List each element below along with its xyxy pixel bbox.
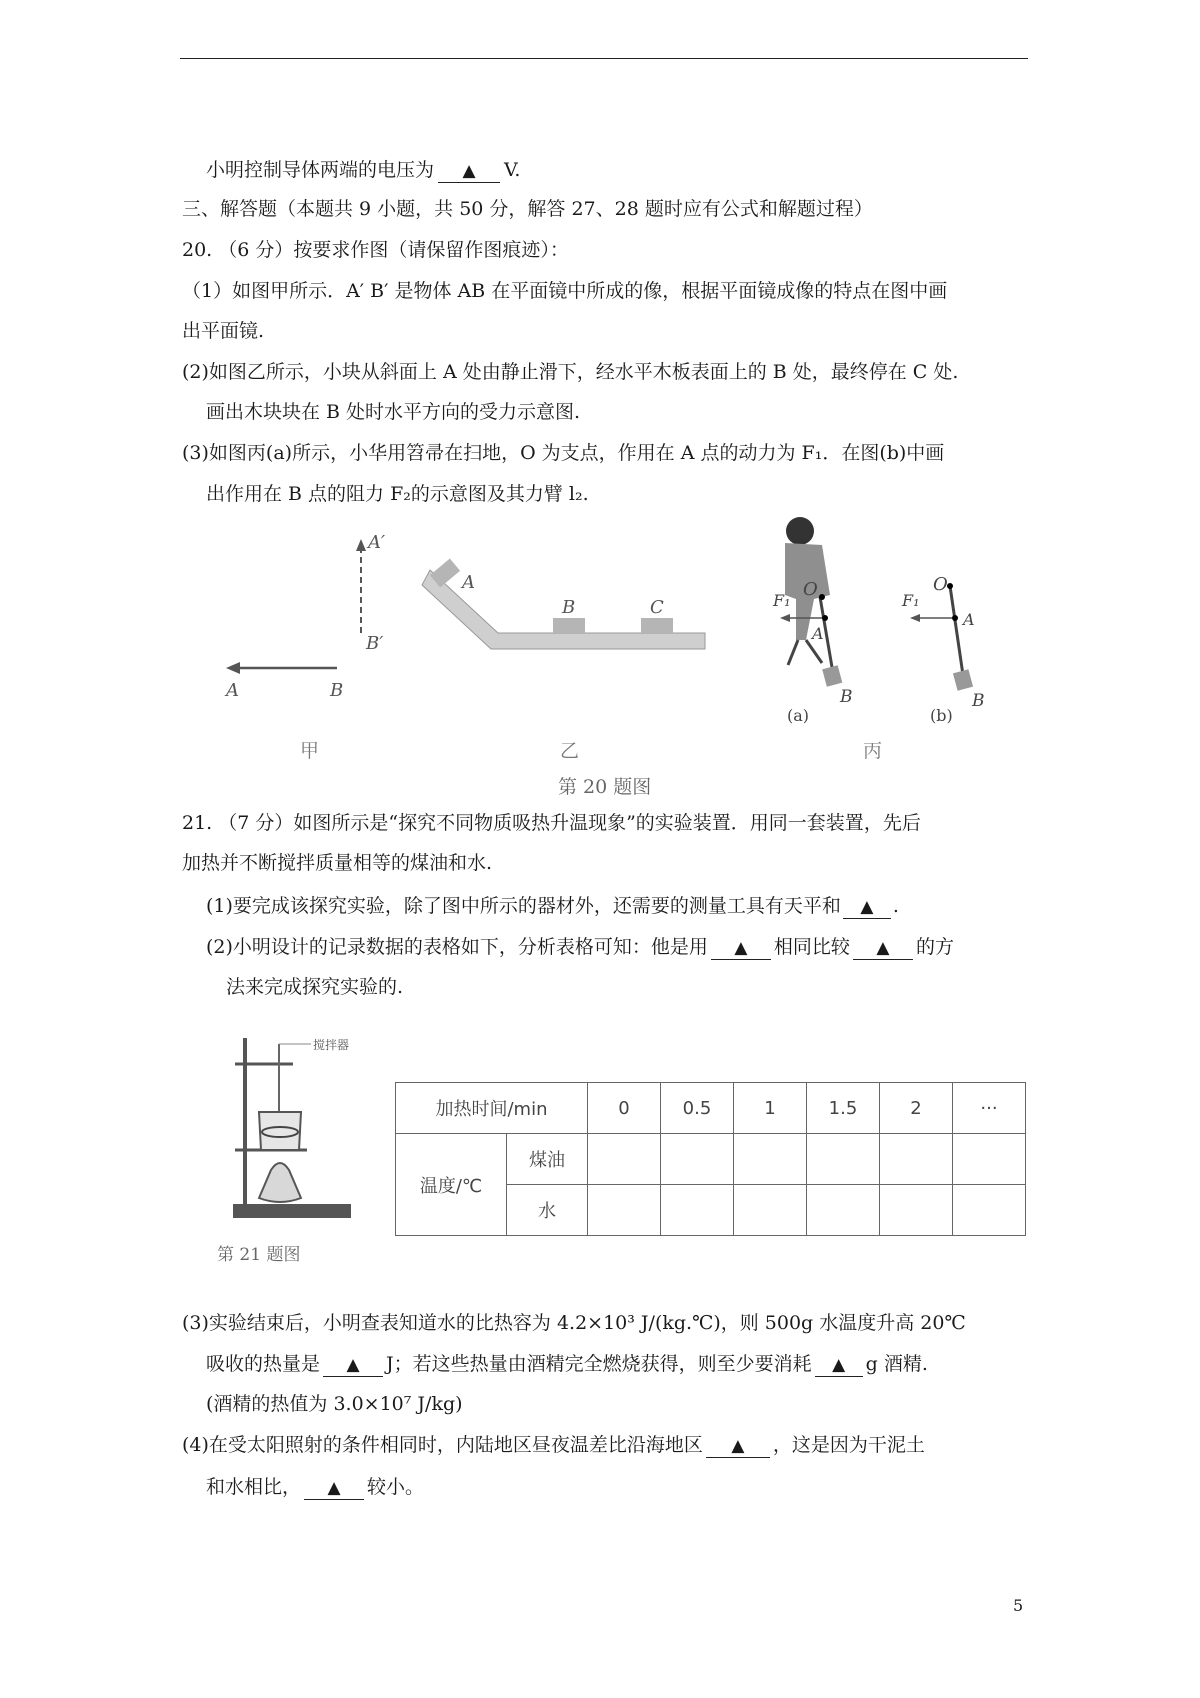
label-stirrer: 搅拌器 (313, 1038, 350, 1052)
broom-handle (950, 586, 963, 675)
answer-blank[interactable]: ▲ (815, 1354, 863, 1377)
answer-blank[interactable]: ▲ (304, 1477, 364, 1500)
table-cell: 0 (588, 1083, 661, 1134)
label-A: A (226, 680, 239, 701)
answer-blank[interactable]: ▲ (843, 896, 891, 919)
table-cell: 1 (734, 1083, 807, 1134)
table-label-kerosene: 煤油 (507, 1134, 588, 1185)
label-yi: 乙 (560, 740, 580, 762)
page-number: 5 (1013, 1596, 1024, 1615)
table-cell-empty[interactable] (661, 1185, 734, 1236)
label-C: C (650, 597, 664, 618)
answer-blank[interactable]: ▲ (853, 937, 913, 960)
text-line: (4)在受太阳照射的条件相同时，内陆地区昼夜温差比沿海地区 ▲ ，这是因为干泥土 (182, 1434, 925, 1456)
table-cell-empty[interactable] (588, 1134, 661, 1185)
figure-21-apparatus (215, 1020, 365, 1270)
text-line: 吸收的热量是 ▲ J；若这些热量由酒精完全燃烧获得，则至少要消耗 ▲ g 酒精. (206, 1353, 928, 1375)
text-line: (3)实验结束后，小明查表知道水的比热容为 4.2×10³ J/(kg.℃)，则 500g 水温度升高 20℃ (182, 1312, 966, 1334)
table-row (396, 1083, 1026, 1134)
label-B-prime: B′ (366, 633, 384, 654)
text-line: (酒精的热值为 3.0×10⁷ J/kg) (206, 1393, 463, 1415)
arrowhead (226, 662, 240, 674)
person-leg (806, 640, 822, 663)
point-A (822, 615, 828, 621)
figure-20 (200, 515, 1030, 800)
figure-20-bing-b (863, 574, 985, 762)
beaker (259, 1112, 301, 1150)
table-cell: ··· (953, 1083, 1026, 1134)
block-B (553, 618, 585, 633)
table-cell: 2 (880, 1083, 953, 1134)
table-cell-empty[interactable] (880, 1185, 953, 1236)
alcohol-lamp (259, 1163, 301, 1202)
text-line: 出平面镜. (182, 320, 265, 342)
text-line: (2)小明设计的记录数据的表格如下，分析表格可知：他是用 ▲ 相同比较 ▲ 的方 (206, 936, 954, 958)
answer-blank[interactable]: ▲ (323, 1354, 383, 1377)
header-rule (180, 58, 1028, 59)
pivot-O (947, 583, 953, 589)
data-table (395, 1082, 1026, 1236)
point-A (952, 615, 958, 621)
table-row (396, 1134, 1026, 1185)
label-B: B (840, 687, 853, 707)
label-F1: F₁ (902, 591, 920, 610)
table-cell-empty[interactable] (588, 1185, 661, 1236)
pivot-O (819, 594, 825, 600)
table-cell: 1.5 (807, 1083, 880, 1134)
answer-blank[interactable]: ▲ (706, 1435, 770, 1458)
arrowhead (910, 614, 920, 622)
stand-base (233, 1204, 351, 1218)
text-line: 加热并不断搅拌质量相等的煤油和水. (182, 852, 493, 874)
table-cell-empty[interactable] (880, 1134, 953, 1185)
label-B: B (562, 597, 576, 618)
text-line: 和水相比， ▲ 较小。 (206, 1476, 425, 1498)
table-cell-empty[interactable] (734, 1134, 807, 1185)
label-A: A (462, 572, 475, 593)
label-A: A (963, 610, 975, 629)
label-A: A (812, 624, 824, 643)
text-line: 法来完成探究实验的. (226, 976, 404, 998)
question-20-title: 20. （6 分）按要求作图（请保留作图痕迹）： (182, 239, 569, 261)
table-cell-empty[interactable] (661, 1134, 734, 1185)
label-b: (b) (930, 706, 953, 725)
broom-head (953, 669, 973, 691)
table-header-temp: 温度/℃ (396, 1134, 507, 1236)
person-head (786, 517, 814, 545)
section-heading: 三、解答题（本题共 9 小题，共 50 分，解答 27、28 题时应有公式和解题过程） (182, 198, 873, 220)
broom-head (822, 665, 842, 687)
table-cell-empty[interactable] (807, 1185, 880, 1236)
answer-blank[interactable]: ▲ (438, 160, 500, 183)
text-line: 小明控制导体两端的电压为 ▲ V. (206, 159, 521, 181)
answer-blank[interactable]: ▲ (711, 937, 771, 960)
label-B: B (330, 680, 344, 701)
table-cell: 0.5 (661, 1083, 734, 1134)
person-leg (788, 640, 798, 665)
label-a: (a) (787, 706, 810, 725)
figure-20-jia (224, 532, 385, 762)
text-line: (1)要完成该探究实验，除了图中所示的器材外，还需要的测量工具有天平和 ▲ . (206, 895, 899, 917)
text-line: 画出木块块在 B 处时水平方向的受力示意图. (206, 401, 581, 423)
text-line: 出作用在 B 点的阻力 F₂的示意图及其力臂 l₂. (206, 483, 589, 505)
table-cell-empty[interactable] (734, 1185, 807, 1236)
label-jia: 甲 (300, 740, 320, 762)
figure-20-caption: 第 20 题图 (558, 776, 652, 798)
figure-21-caption: 第 21 题图 (217, 1245, 301, 1265)
text-line: (3)如图丙(a)所示，小华用笤帚在扫地，O 为支点，作用在 A 点的动力为 F₁．在图(b)中画 (182, 442, 945, 464)
figure-20-bing-a (772, 517, 853, 725)
table-cell-empty[interactable] (953, 1134, 1026, 1185)
label-O: O (933, 574, 948, 595)
arrowhead (780, 614, 790, 622)
text-line: （1）如图甲所示．A′ B′ 是物体 AB 在平面镜中所成的像，根据平面镜成像的特点在图中画 (182, 280, 948, 302)
figure-20-yi (422, 559, 705, 762)
label-F1: F₁ (773, 591, 791, 610)
text-line: (2)如图乙所示，小块从斜面上 A 处由静止滑下，经水平木板表面上的 B 处，最终停在 C 处. (182, 361, 959, 383)
label-A-prime: A′ (368, 532, 386, 553)
label-B: B (972, 691, 985, 711)
question-21-title: 21. （7 分）如图所示是“探究不同物质吸热升温现象”的实验装置．用同一套装置，先后 (182, 812, 921, 834)
table-cell-empty[interactable] (807, 1134, 880, 1185)
label-O: O (803, 579, 818, 600)
table-header-time: 加热时间/min (396, 1083, 588, 1134)
table-label-water: 水 (507, 1185, 588, 1236)
arrowhead (356, 539, 366, 551)
label-bing: 丙 (863, 740, 883, 762)
table-cell-empty[interactable] (953, 1185, 1026, 1236)
block-C (641, 618, 673, 633)
